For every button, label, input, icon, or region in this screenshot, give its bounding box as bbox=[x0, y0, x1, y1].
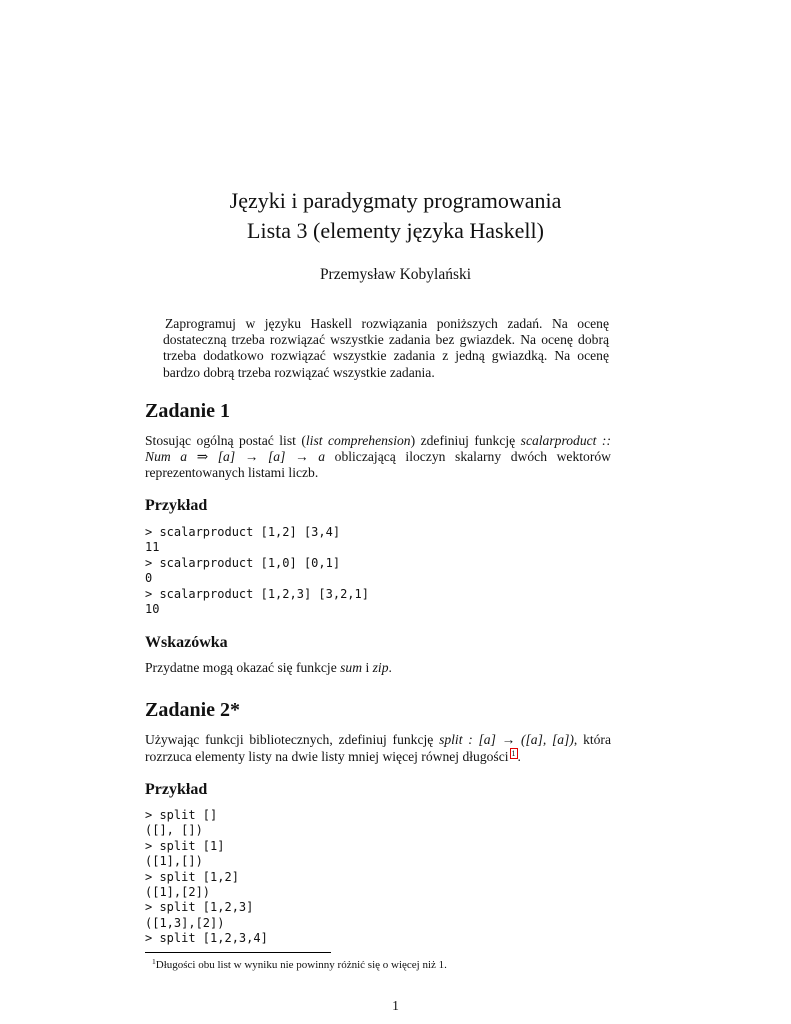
footnote-mark: 1 bbox=[152, 957, 156, 966]
abstract: Zaprogramuj w języku Haskell rozwiązania poniższych zadań. Na ocenę dostateczną trzeba rozwiązać wszystkie zadania bez gwiazdek. Na ocenę dobrą trzeba dodatkowo rozwiązać wszystkie zadania z jedną gwiazdką. Na ocenę bardzo dobrą trzeba rozwiązać wszystkie zadania. bbox=[163, 316, 609, 380]
code-line: 11 bbox=[145, 540, 160, 555]
task2-example-heading: Przykład bbox=[145, 781, 208, 798]
task1-text-b: ) zdefiniuj funkcję bbox=[410, 433, 521, 448]
task2-text bbox=[145, 732, 611, 765]
code-line: > scalarproduct [1,0] [0,1] bbox=[145, 555, 341, 570]
code-line: ([1],[]) bbox=[145, 854, 203, 869]
task2-heading: Zadanie 2* bbox=[145, 699, 241, 721]
code-line: > split [1,2,3] bbox=[145, 900, 254, 915]
code-line: ([1],[2]) bbox=[145, 884, 211, 899]
hint-sum: sum bbox=[340, 660, 363, 675]
task1-hint-heading: Wskazówka bbox=[145, 634, 228, 651]
task1-heading: Zadanie 1 bbox=[145, 400, 231, 422]
code-line: > scalarproduct [1,2] [3,4] bbox=[145, 525, 341, 539]
footnote bbox=[152, 957, 447, 971]
code-line: > scalarproduct [1,2,3] [3,2,1] bbox=[145, 586, 369, 601]
task1-text bbox=[145, 433, 611, 482]
task2-code-block bbox=[145, 808, 268, 947]
hint-and: i bbox=[362, 660, 373, 675]
code-line: > split [] bbox=[145, 808, 218, 822]
task2-text-a: Używając funkcji bibliotecznych, zdefiniuj funkcję bbox=[145, 732, 440, 747]
footnote-text: Długości obu list w wyniku nie powinny różnić się o więcej niż 1. bbox=[155, 959, 447, 971]
task2-text-end: . bbox=[517, 749, 521, 765]
task1-text-a: Stosując ogólną postać list ( bbox=[145, 433, 306, 448]
task1-term: list comprehension bbox=[305, 433, 411, 448]
code-line: 10 bbox=[145, 601, 160, 616]
task1-func: scalarproduct bbox=[520, 433, 597, 448]
task1-example-heading: Przykład bbox=[145, 497, 208, 514]
task1-signature: :: Num a ⇒ [a] → [a] → a bbox=[145, 433, 611, 465]
hint-end: . bbox=[388, 660, 392, 675]
hint-text-a: Przydatne mogą okazać się funkcje bbox=[145, 660, 341, 675]
title-line-1: Języki i paradygmaty programowania bbox=[229, 188, 562, 213]
footnote-reference-link[interactable]: 1 bbox=[511, 749, 516, 759]
task1-hint-text bbox=[145, 660, 611, 676]
footnote-rule bbox=[145, 952, 331, 953]
task1-text-c: obliczającą iloczyn skalarny dwóch wektorów reprezentowanych listami liczb. bbox=[145, 449, 611, 481]
hint-zip: zip bbox=[372, 660, 389, 675]
task2-text-b: , która rozrzuca elementy listy na dwie listy mniej więcej równej długości bbox=[145, 732, 611, 765]
code-line: 0 bbox=[145, 571, 153, 586]
title-line-2: Lista 3 (elementy języka Haskell) bbox=[247, 218, 544, 243]
author: Przemysław Kobylański bbox=[319, 266, 472, 283]
code-line: ([1,3],[2]) bbox=[145, 915, 225, 930]
task2-func: split bbox=[439, 732, 463, 747]
task2-signature: : [a] → ([a], [a]) bbox=[462, 732, 574, 747]
code-line: > split [1,2,3,4] bbox=[145, 931, 268, 946]
page-number: 1 bbox=[392, 998, 399, 1013]
code-line: > split [1] bbox=[145, 838, 225, 853]
code-line: ([], []) bbox=[145, 823, 203, 838]
task1-code-block bbox=[145, 525, 369, 617]
code-line: > split [1,2] bbox=[145, 869, 239, 884]
